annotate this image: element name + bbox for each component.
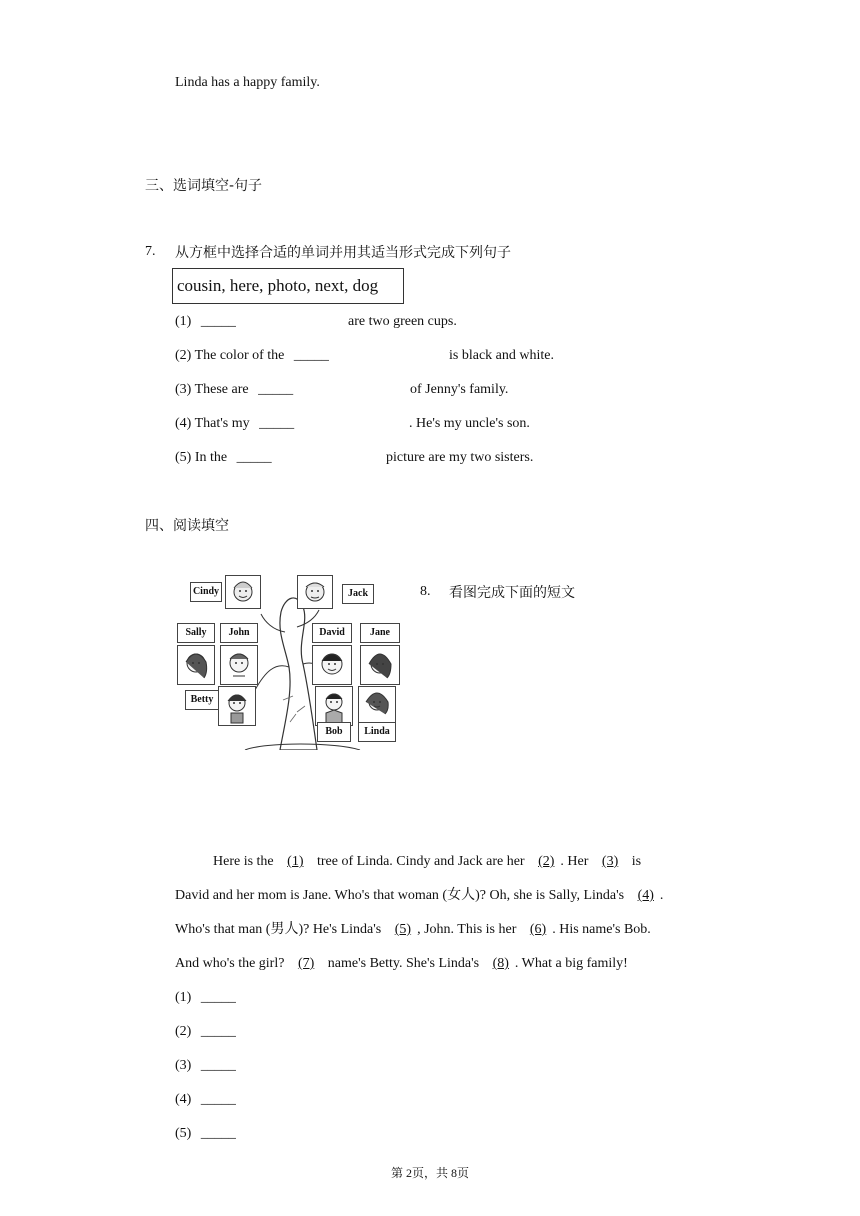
fill-item-1: [175, 312, 457, 332]
item-prefix: (4) That's my: [175, 416, 250, 431]
grandma-picture: [225, 575, 261, 609]
label-linda: Linda: [358, 722, 396, 742]
passage-text: .: [659, 888, 664, 903]
passage-blank-1[interactable]: (1): [287, 854, 304, 869]
item-rest: is black and white.: [449, 348, 554, 363]
passage-text: . What a big family!: [514, 956, 628, 971]
label-sally: Sally: [177, 623, 215, 643]
passage-text: And who's the girl?: [175, 956, 285, 971]
item-rest: . He's my uncle's son.: [409, 416, 530, 431]
passage-text: tree of Linda. Cindy and Jack are her: [316, 854, 525, 869]
passage-text: David and her mom is Jane. Who's that woman (女人)? Oh, she is Sally, Linda's: [175, 888, 625, 903]
passage-line-2: [175, 886, 663, 906]
jane-picture: [360, 645, 400, 685]
passage-blank-8[interactable]: (8): [492, 956, 509, 971]
item-rest: are two green cups.: [348, 314, 457, 329]
page-footer: 第 2页，共 8页: [390, 1166, 469, 1180]
question-number-7: 7.: [145, 244, 156, 259]
answer-label: (4): [175, 1092, 192, 1107]
answer-label: (1): [175, 990, 192, 1005]
bob-picture: [315, 686, 353, 726]
answer-label: (3): [175, 1058, 192, 1073]
passage-text: . Her: [560, 854, 589, 869]
label-jack: Jack: [342, 584, 374, 604]
answer-blank[interactable]: _____: [258, 382, 294, 397]
answer-blank[interactable]: _____: [200, 1092, 236, 1107]
answer-line-5: [175, 1124, 236, 1144]
betty-picture: [218, 686, 256, 726]
answer-line-1: [175, 988, 236, 1008]
fill-item-3: [175, 380, 509, 400]
passage-text: Here is the: [213, 854, 274, 869]
passage-blank-4[interactable]: (4): [637, 888, 654, 903]
label-john: John: [220, 623, 258, 643]
answer-blank[interactable]: _____: [200, 1126, 236, 1141]
answer-label: (2): [175, 1024, 192, 1039]
sally-picture: [177, 645, 215, 685]
fill-item-4: [175, 414, 530, 434]
answer-blank[interactable]: _____: [293, 348, 329, 363]
passage-text: name's Betty. She's Linda's: [327, 956, 480, 971]
answer-blank[interactable]: _____: [200, 314, 236, 329]
john-picture: [220, 645, 258, 685]
passage-blank-5[interactable]: (5): [394, 922, 412, 937]
label-bob: Bob: [317, 722, 351, 742]
passage-line-4: [175, 954, 628, 974]
fill-item-5: [175, 448, 534, 468]
answer-blank[interactable]: _____: [236, 450, 272, 465]
item-prefix: (1): [175, 314, 192, 329]
answer-blank[interactable]: _____: [200, 990, 236, 1005]
grandpa-picture: [297, 575, 333, 609]
answer-label: (5): [175, 1126, 192, 1141]
passage-text: , John. This is her: [417, 922, 517, 937]
label-jane: Jane: [360, 623, 400, 643]
question-instruction-8: 看图完成下面的短文: [449, 585, 575, 601]
label-david: David: [312, 623, 352, 643]
question-number-8: 8.: [420, 584, 431, 599]
item-prefix: (3) These are: [175, 382, 249, 397]
item-rest: of Jenny's family.: [410, 382, 509, 397]
family-tree-figure: [185, 572, 410, 750]
label-cindy: Cindy: [190, 582, 222, 602]
section-heading-3: 三、选词填空-句子: [145, 178, 263, 194]
passage-blank-6[interactable]: (6): [529, 922, 547, 937]
question-instruction-7: 从方框中选择合适的单词并用其适当形式完成下列句子: [175, 245, 511, 261]
passage-blank-2[interactable]: (2): [538, 854, 555, 869]
item-rest: picture are my two sisters.: [386, 450, 534, 465]
fill-item-2: [175, 346, 554, 366]
label-betty: Betty: [185, 690, 219, 710]
passage-blank-3[interactable]: (3): [601, 854, 619, 869]
item-prefix: (5) In the: [175, 450, 228, 465]
linda-picture: [358, 686, 396, 726]
passage-line-3: [175, 920, 651, 940]
section-heading-4: 四、阅读填空: [145, 518, 229, 534]
passage-blank-7[interactable]: (7): [297, 956, 315, 971]
answer-blank[interactable]: _____: [200, 1024, 236, 1039]
passage-text: is: [631, 854, 642, 869]
answer-blank[interactable]: _____: [259, 416, 295, 431]
answer-line-4: [175, 1090, 236, 1110]
item-prefix: (2) The color of the: [175, 348, 285, 363]
intro-sentence: Linda has a happy family.: [175, 75, 320, 90]
answer-line-2: [175, 1022, 236, 1042]
answer-line-3: [175, 1056, 236, 1076]
passage-text: Who's that man (男人)? He's Linda's: [175, 922, 382, 937]
answer-blank[interactable]: _____: [200, 1058, 236, 1073]
word-box: cousin, here, photo, next, dog: [172, 268, 404, 304]
passage-line-1: [213, 852, 641, 872]
david-picture: [312, 645, 352, 685]
passage-text: . His name's Bob.: [552, 922, 651, 937]
